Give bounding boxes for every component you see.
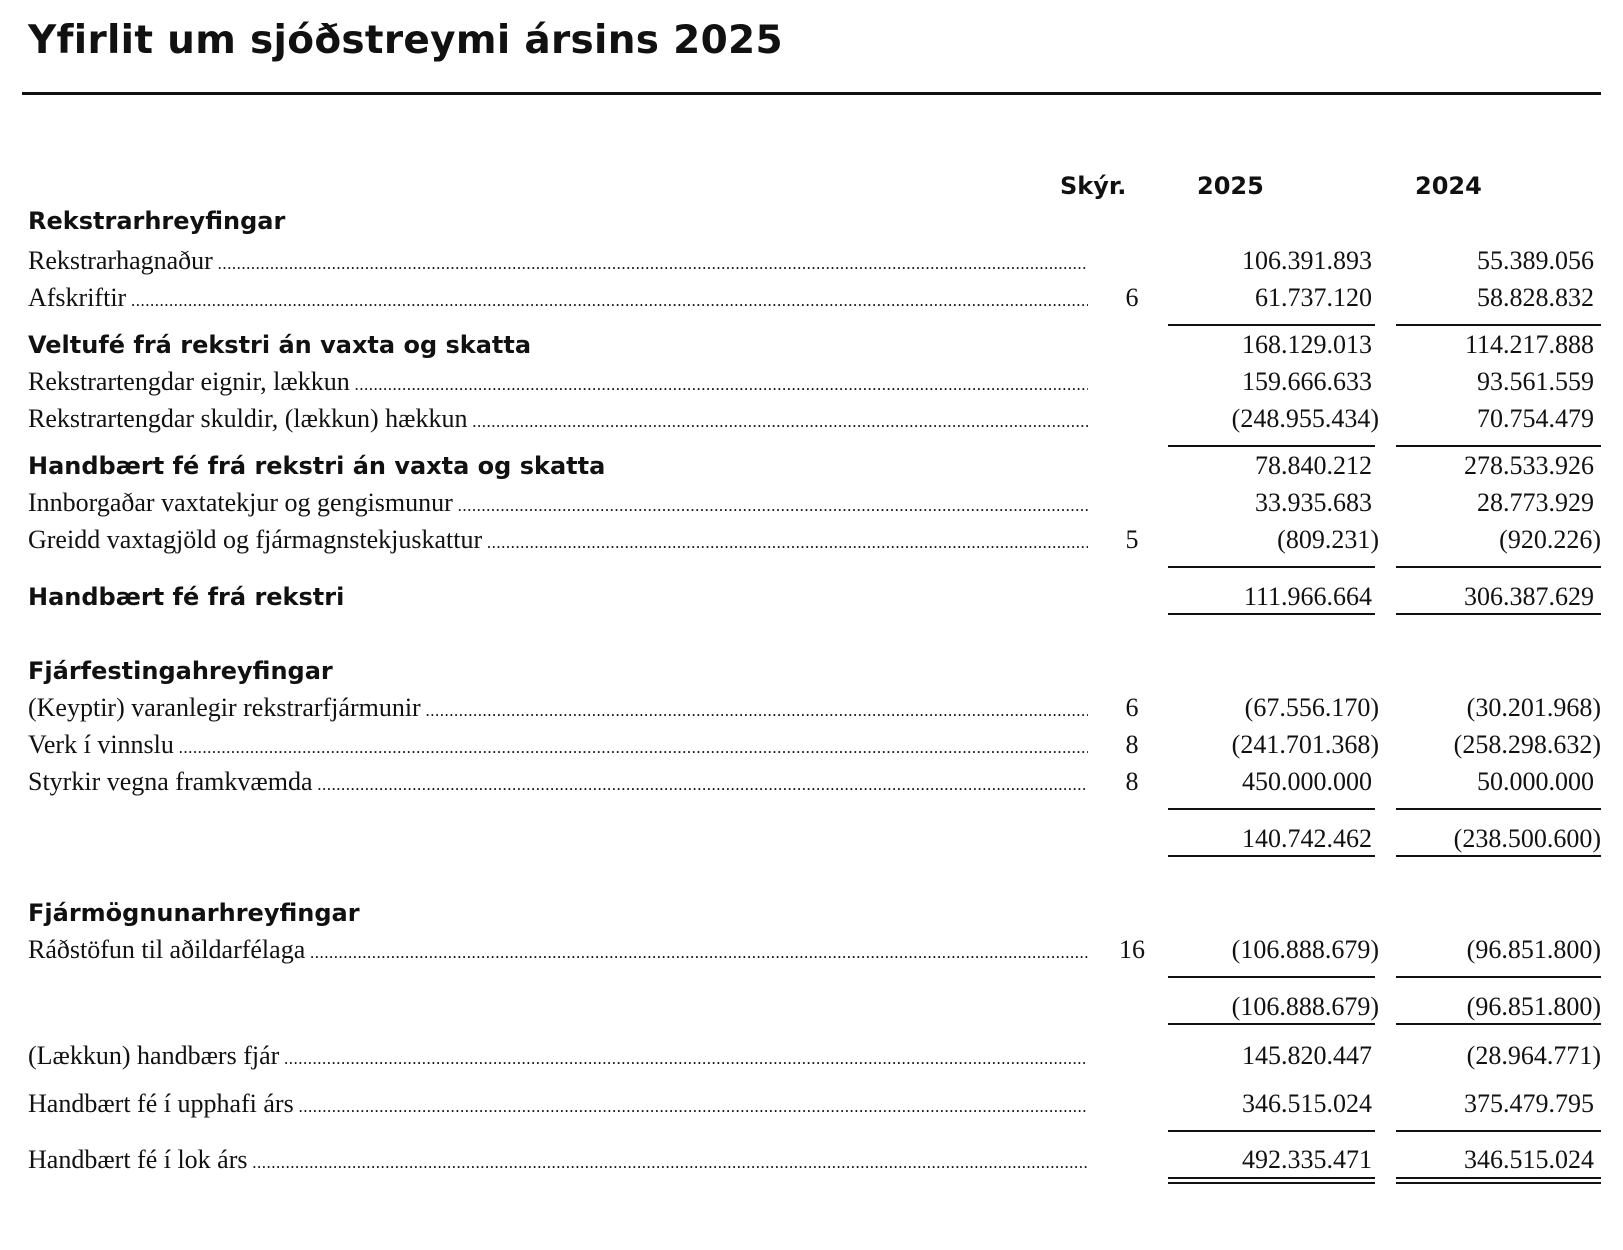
subtotal-rule bbox=[1168, 808, 1375, 810]
value-2025: 492.335.471 bbox=[1242, 1145, 1372, 1174]
total-value-2025: 111.966.664 bbox=[1243, 582, 1372, 611]
row-label: Rekstrartengdar skuldir, (lækkun) hækkun ..... bbox=[28, 402, 1088, 436]
subtotal-value-2024: 114.217.888 bbox=[1464, 330, 1594, 359]
total-rule bbox=[1396, 1130, 1601, 1132]
value-2025-wrap bbox=[1180, 523, 1379, 557]
value-2024-wrap bbox=[1402, 1039, 1601, 1073]
subtotal-value-2024-wrap bbox=[1402, 990, 1601, 1024]
subtotal-value-2025: (106.888.679) bbox=[1231, 992, 1379, 1021]
total-rule bbox=[1396, 855, 1601, 857]
value-2025-wrap bbox=[1180, 933, 1379, 967]
total-rule bbox=[1168, 566, 1375, 568]
value-2025: 33.935.683 bbox=[1255, 488, 1372, 517]
total-rule bbox=[1168, 1130, 1375, 1132]
subtotal-value-2025: 140.742.462 bbox=[1242, 824, 1372, 853]
row-label: Handbært fé í lok árs ..... bbox=[28, 1143, 1088, 1177]
row-label: Styrkir vegna framkvæmda ..... bbox=[28, 765, 1088, 799]
double-rule bbox=[1168, 1177, 1375, 1179]
subtotal-value-2025-wrap bbox=[1180, 990, 1379, 1024]
value-2025: (809.231) bbox=[1277, 525, 1379, 554]
row-label: Ráðstöfun til aðildarfélaga ..... bbox=[28, 933, 1088, 967]
value-2024-wrap bbox=[1402, 933, 1601, 967]
value-2024: (920.226) bbox=[1499, 525, 1601, 554]
row-label: Afskriftir ..... bbox=[28, 281, 1088, 315]
value-2024: (96.851.800) bbox=[1466, 935, 1601, 964]
value-2025: 61.737.120 bbox=[1255, 283, 1372, 312]
col-header-note: Skýr. bbox=[1060, 172, 1127, 200]
value-2024: (30.201.968) bbox=[1466, 693, 1601, 722]
subtotal-label: Handbært fé frá rekstri án vaxta og skatta bbox=[28, 452, 606, 480]
value-2025: (67.556.170) bbox=[1244, 693, 1379, 722]
row-label: Handbært fé í upphafi árs ..... bbox=[28, 1087, 1088, 1121]
double-rule bbox=[1168, 1182, 1375, 1184]
value-2024: 28.773.929 bbox=[1477, 488, 1594, 517]
value-2024: 375.479.795 bbox=[1464, 1089, 1594, 1118]
total-rule bbox=[1168, 855, 1375, 857]
subtotal-rule bbox=[1396, 324, 1601, 326]
value-2024: 50.000.000 bbox=[1477, 767, 1594, 796]
page-title: Yfirlit um sjóðstreymi ársins 2025 bbox=[28, 18, 783, 63]
subtotal-value-2024: (238.500.600) bbox=[1453, 824, 1601, 853]
value-2024: 55.389.056 bbox=[1477, 246, 1594, 275]
subtotal-rule bbox=[1168, 324, 1375, 326]
total-rule bbox=[1168, 613, 1375, 615]
total-rule bbox=[1396, 566, 1601, 568]
subtotal-rule bbox=[1396, 976, 1601, 978]
value-2025: 450.000.000 bbox=[1242, 767, 1372, 796]
value-2024: 93.561.559 bbox=[1477, 367, 1594, 396]
col-header-2025: 2025 bbox=[1197, 172, 1264, 200]
value-2025-wrap bbox=[1180, 728, 1379, 762]
subtotal-value-2025: 78.840.212 bbox=[1255, 451, 1372, 480]
section-heading-investing: Fjárfestingahreyfingar bbox=[28, 657, 333, 685]
total-rule bbox=[1396, 613, 1601, 615]
value-2025: 159.666.633 bbox=[1242, 367, 1372, 396]
row-label: Verk í vinnslu ..... bbox=[28, 728, 1088, 762]
subtotal-label: Veltufé frá rekstri án vaxta og skatta bbox=[28, 331, 532, 359]
value-2025: 106.391.893 bbox=[1242, 246, 1372, 275]
value-2025: (248.955.434) bbox=[1231, 404, 1379, 433]
value-2024-wrap bbox=[1402, 691, 1601, 725]
value-2025: 346.515.024 bbox=[1242, 1089, 1372, 1118]
row-label: Innborgaðar vaxtatekjur og gengismunur ..... bbox=[28, 486, 1088, 520]
subtotal-value-2024-wrap bbox=[1402, 822, 1601, 856]
value-2024: (28.964.771) bbox=[1466, 1041, 1601, 1070]
value-2024: (258.298.632) bbox=[1453, 730, 1601, 759]
title-rule bbox=[22, 92, 1601, 95]
value-2025: 145.820.447 bbox=[1242, 1041, 1372, 1070]
value-2025: (106.888.679) bbox=[1231, 935, 1379, 964]
note-ref: 6 bbox=[1125, 283, 1139, 312]
value-2025: (241.701.368) bbox=[1231, 730, 1379, 759]
note-ref: 5 bbox=[1125, 525, 1139, 554]
note-ref: 6 bbox=[1125, 693, 1139, 722]
subtotal-value-2025: 168.129.013 bbox=[1242, 330, 1372, 359]
value-2024-wrap bbox=[1402, 523, 1601, 557]
total-rule bbox=[1168, 1023, 1375, 1025]
note-ref: 8 bbox=[1125, 730, 1139, 759]
subtotal-rule bbox=[1168, 445, 1375, 447]
row-label: (Keyptir) varanlegir rekstrarfjármunir ..... bbox=[28, 691, 1088, 725]
col-header-2024: 2024 bbox=[1415, 172, 1482, 200]
subtotal-rule bbox=[1168, 976, 1375, 978]
subtotal-rule bbox=[1396, 808, 1601, 810]
total-label: Handbært fé frá rekstri bbox=[28, 583, 345, 611]
value-2024: 346.515.024 bbox=[1464, 1145, 1594, 1174]
value-2025-wrap bbox=[1180, 402, 1379, 436]
double-rule bbox=[1396, 1182, 1601, 1184]
row-label: Greidd vaxtagjöld og fjármagnstekjuskattur ..... bbox=[28, 523, 1088, 557]
value-2025-wrap bbox=[1180, 691, 1379, 725]
note-ref: 16 bbox=[1119, 935, 1145, 964]
value-2024-wrap bbox=[1402, 728, 1601, 762]
row-label: Rekstrartengdar eignir, lækkun ..... bbox=[28, 365, 1088, 399]
total-value-2024: 306.387.629 bbox=[1464, 582, 1594, 611]
section-heading-operating: Rekstrarhreyfingar bbox=[28, 207, 286, 235]
total-rule bbox=[1396, 1023, 1601, 1025]
note-ref: 8 bbox=[1125, 767, 1139, 796]
row-label: (Lækkun) handbærs fjár ..... bbox=[28, 1039, 1088, 1073]
subtotal-value-2024: (96.851.800) bbox=[1466, 992, 1601, 1021]
row-label: Rekstrarhagnaður ..... bbox=[28, 244, 1088, 278]
section-heading-financing: Fjármögnunarhreyfingar bbox=[28, 899, 360, 927]
subtotal-rule bbox=[1396, 445, 1601, 447]
value-2024: 58.828.832 bbox=[1477, 283, 1594, 312]
value-2024: 70.754.479 bbox=[1477, 404, 1594, 433]
subtotal-value-2024: 278.533.926 bbox=[1464, 451, 1594, 480]
double-rule bbox=[1396, 1177, 1601, 1179]
